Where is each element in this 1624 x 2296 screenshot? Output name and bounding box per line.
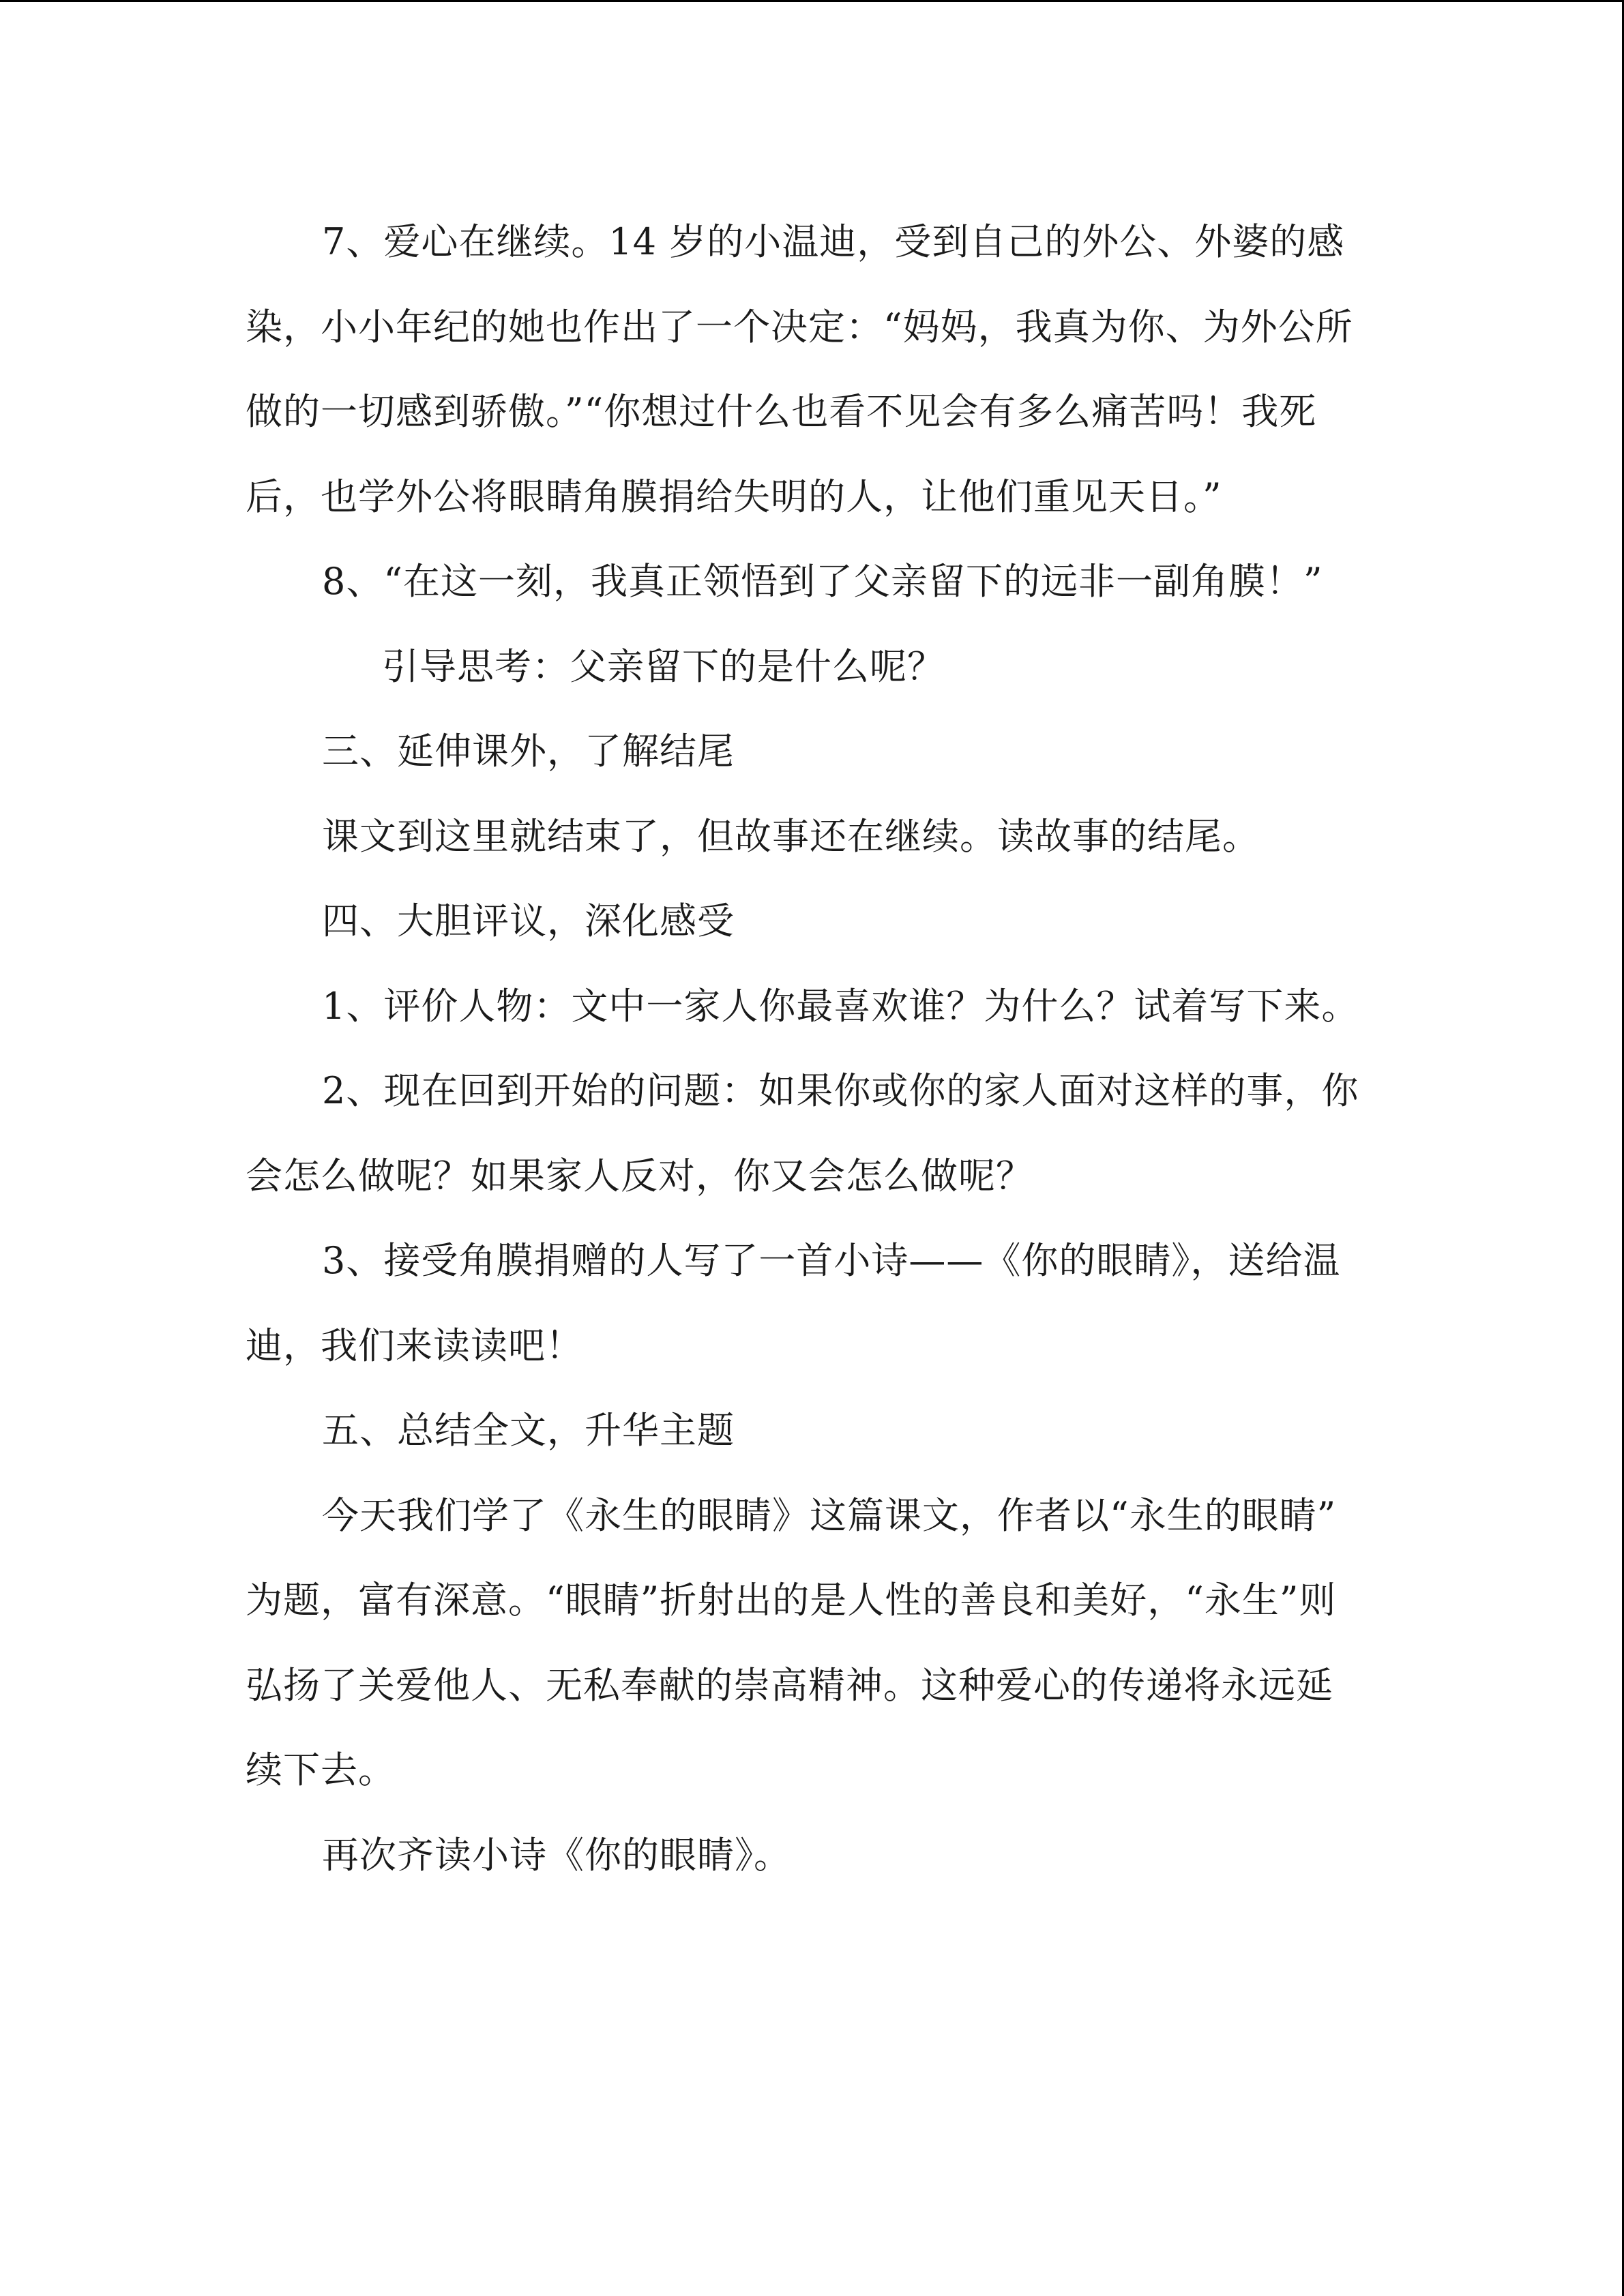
section-heading: 五、总结全文，升华主题 <box>322 1409 735 1452</box>
document-body <box>246 200 1378 1898</box>
paragraph-line: 迪，我们来读读吧！ <box>246 1324 583 1367</box>
paragraph-line: 引导思考：父亲留下的是什么呢？ <box>382 644 945 688</box>
paragraph-line: 1、评价人物：文中一家人你最喜欢谁？为什么？试着写下来。 <box>322 984 1359 1028</box>
paragraph-line: 续下去。 <box>246 1748 396 1791</box>
section-heading: 三、延伸课外，了解结尾 <box>322 730 735 773</box>
paragraph-line: 3、接受角膜捐赠的人写了一首小诗——《你的眼睛》，送给温 <box>322 1239 1341 1282</box>
paragraph-line: 做的一切感到骄傲。”“你想过什么也看不见会有多么痛苦吗！我死 <box>246 390 1317 433</box>
paragraph-line: 后，也学外公将眼睛角膜捐给失明的人，让他们重见天日。” <box>246 475 1222 518</box>
paragraph-line: 染，小小年纪的她也作出了一个决定：“妈妈，我真为你、为外公所 <box>246 305 1353 348</box>
paragraph-line: 弘扬了关爱他人、无私奉献的崇高精神。这种爱心的传递将永远延 <box>246 1663 1333 1707</box>
paragraph-line: 8、“在这一刻，我真正领悟到了父亲留下的远非一副角膜！” <box>322 560 1323 603</box>
paragraph-line: 为题，富有深意。“眼睛”折射出的是人性的善良和美好，“永生”则 <box>246 1579 1337 1622</box>
paragraph-line: 2、现在回到开始的问题：如果你或你的家人面对这样的事，你 <box>322 1069 1359 1112</box>
section-heading: 四、大胆评议，深化感受 <box>322 899 735 942</box>
paragraph-line: 今天我们学了《永生的眼睛》这篇课文，作者以“永生的眼睛” <box>322 1493 1337 1537</box>
paragraph-line: 7、爱心在继续。14 岁的小温迪，受到自己的外公、外婆的感 <box>322 220 1345 263</box>
paragraph-line: 课文到这里就结束了，但故事还在继续。读故事的结尾。 <box>322 814 1260 858</box>
paragraph-line: 再次齐读小诗《你的眼睛》。 <box>322 1833 791 1877</box>
paragraph-line: 会怎么做呢？如果家人反对，你又会怎么做呢？ <box>246 1154 1033 1197</box>
